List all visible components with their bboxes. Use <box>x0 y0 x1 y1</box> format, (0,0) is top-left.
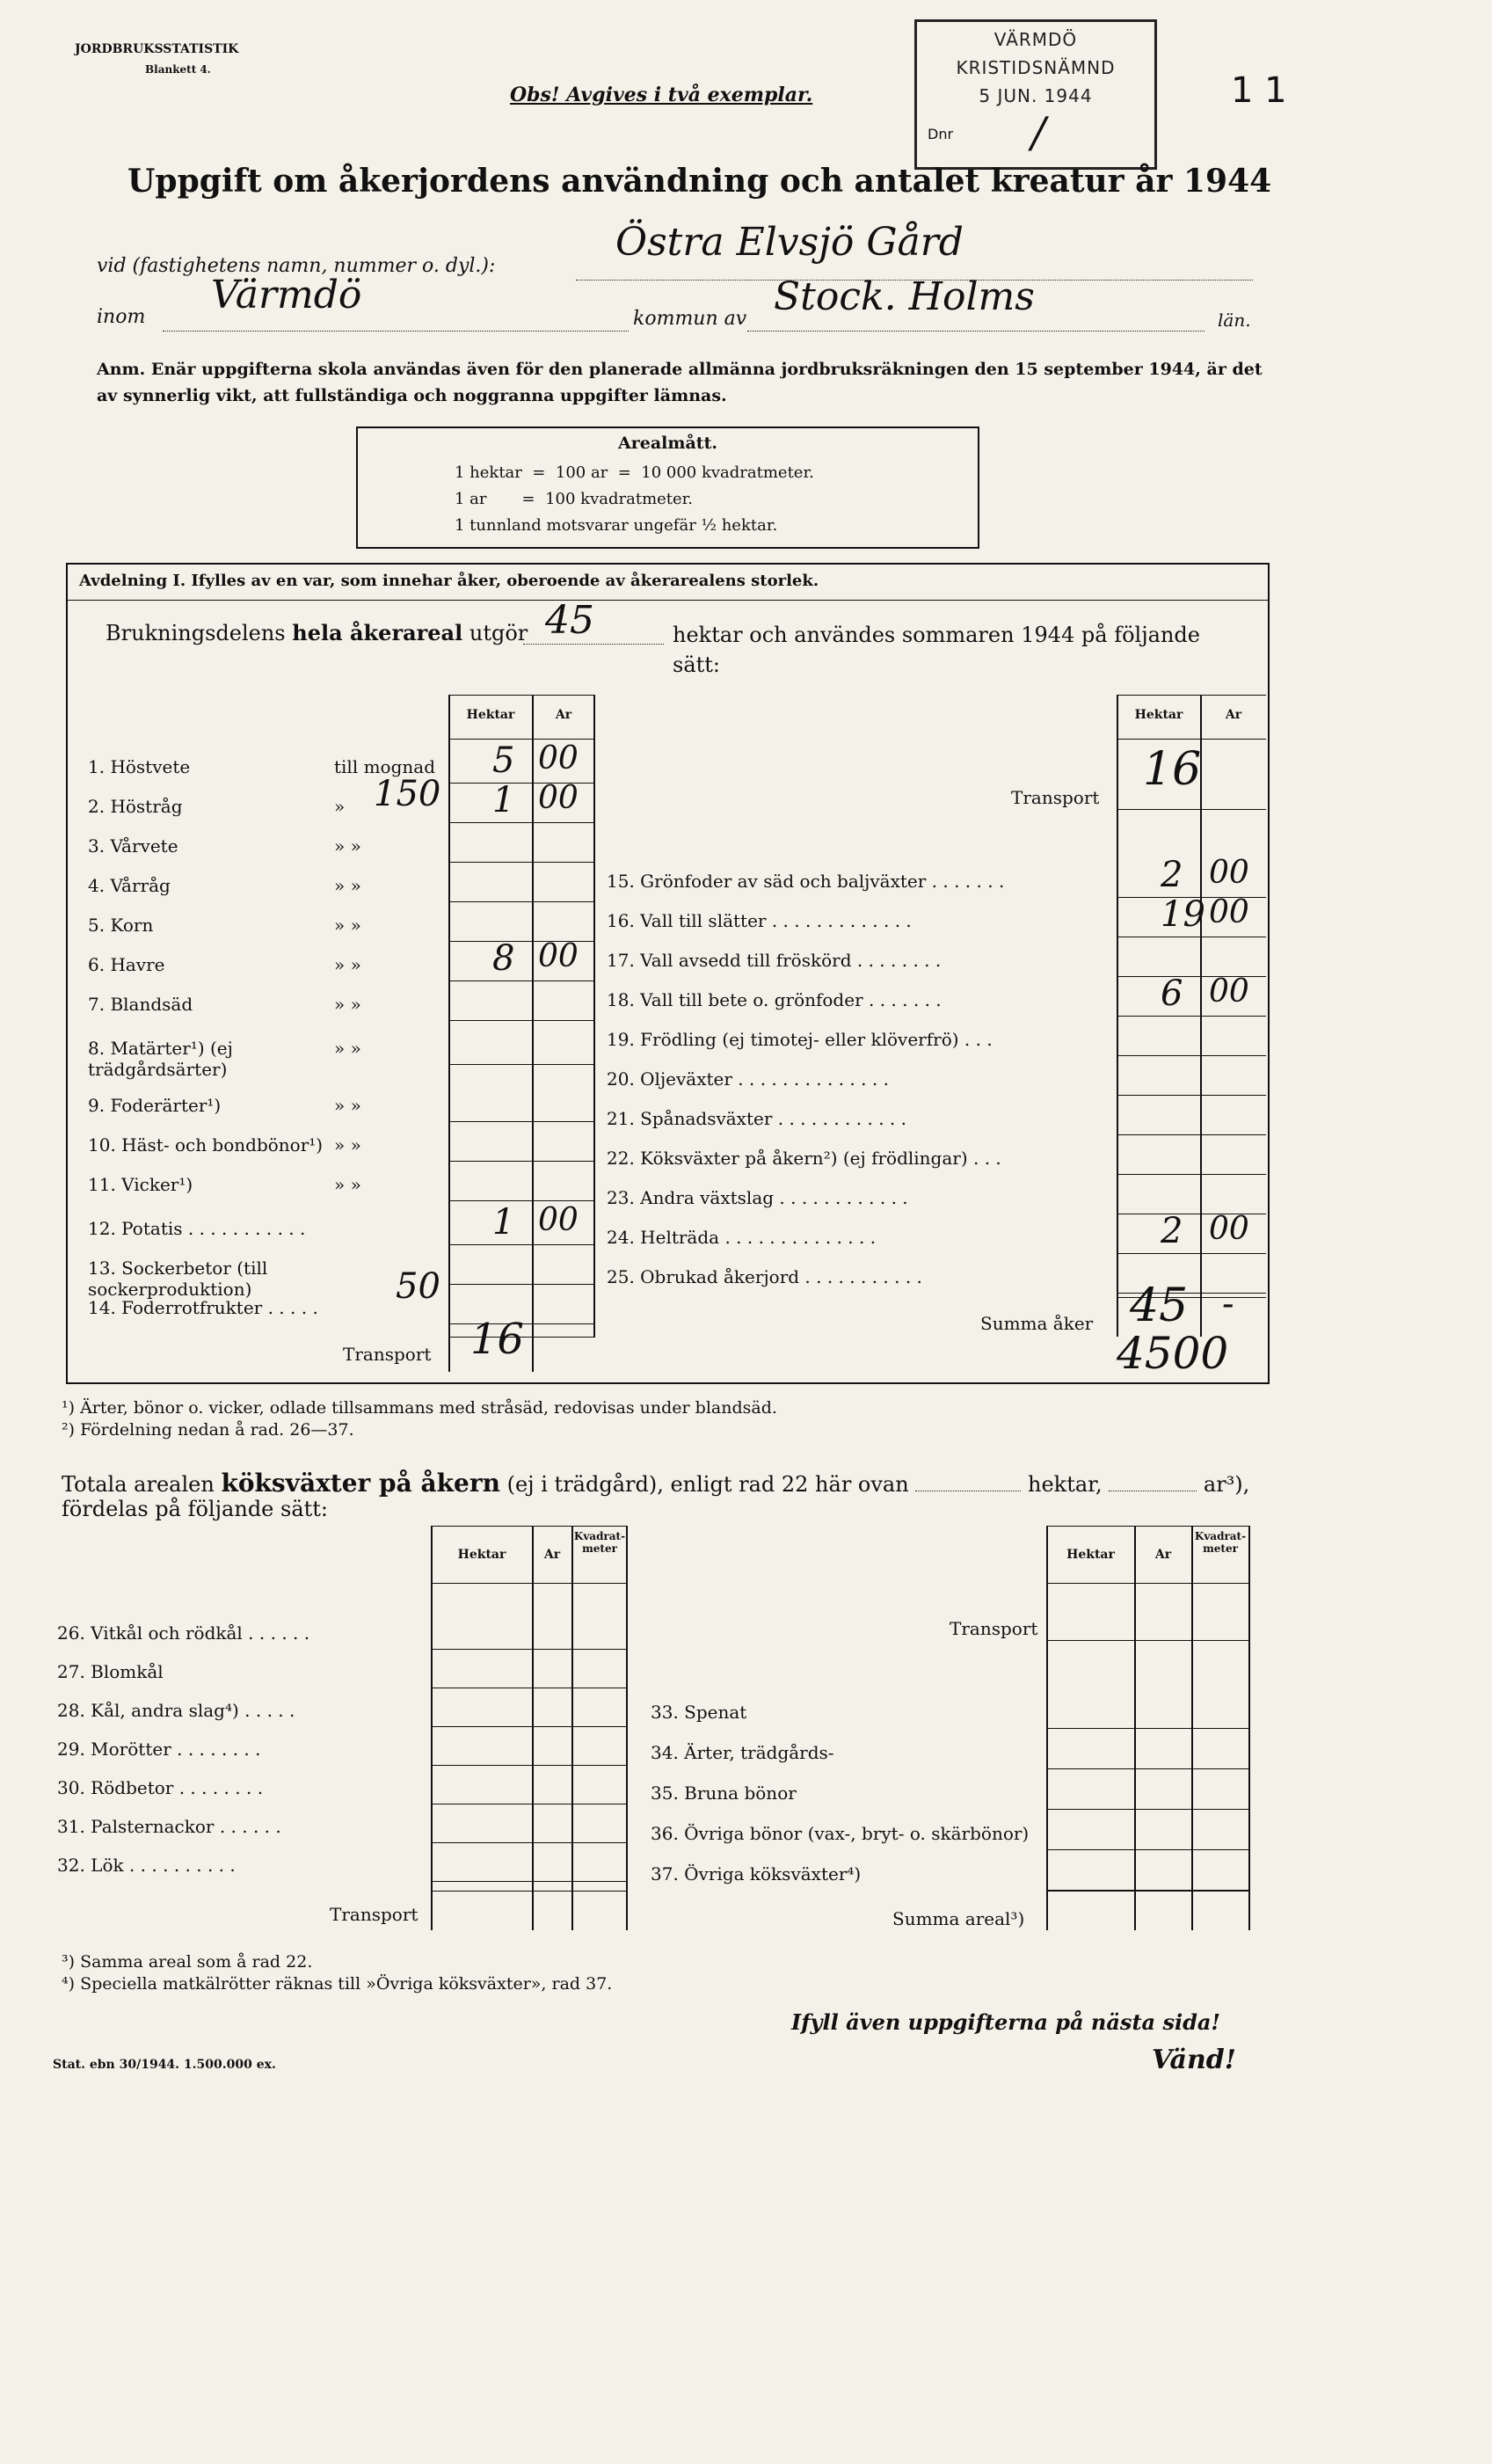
crop-row-hektar[interactable]: 19 <box>1161 894 1205 935</box>
crop-row-hektar[interactable]: 1 <box>492 1202 515 1243</box>
crop-row-line <box>448 1284 595 1285</box>
kv-right-col-hektar: Hektar <box>1066 1548 1115 1562</box>
kv-right-col-ar: Ar <box>1154 1548 1172 1562</box>
series-label: JORDBRUKSSTATISTIK <box>75 42 239 56</box>
crop-row-suffix: » » <box>334 915 361 936</box>
right-transport-value: 16 <box>1143 743 1202 796</box>
left-col-hektar: Hektar <box>466 708 515 722</box>
property-label: vid (fastighetens namn, nummer o. dyl.): <box>97 255 496 277</box>
kv-intro-c: (ej i trädgård), enligt rad 22 här ovan <box>506 1472 909 1497</box>
kv-row-line <box>431 1842 628 1843</box>
margin-note-50: 50 <box>396 1266 440 1307</box>
crop-row-label: 8. Matärter¹) (ej trädgårdsärter) <box>88 1038 233 1080</box>
crop-row-line <box>448 1121 595 1122</box>
crop-row-label: 24. Helträda . . . . . . . . . . . . . . <box>607 1227 877 1248</box>
crop-row-label: 3. Vårvete <box>88 835 178 857</box>
kv-row-line <box>431 1765 628 1766</box>
stamp-dnr: Dnr <box>928 126 954 142</box>
kv-row-label: 34. Ärter, trädgårds- <box>651 1742 834 1763</box>
kv-intro-a: Totala arealen <box>62 1472 215 1497</box>
crop-row-label: 4. Vårråg <box>88 875 171 896</box>
acreage-intro-c: utgör <box>469 621 528 645</box>
area-line-hektar: 1 hektar = 100 ar = 10 000 kvadratmeter. <box>455 463 814 482</box>
margin-note-150: 150 <box>374 774 441 814</box>
sum-label: Summa åker <box>980 1313 1094 1334</box>
kv-left-transport: Transport <box>330 1904 418 1925</box>
crop-row-label: 7. Blandsäd <box>88 994 193 1015</box>
acreage-intro <box>106 620 528 645</box>
crop-row-suffix: » » <box>334 954 361 975</box>
crop-row-label: 19. Frödling (ej timotej- eller klöverfrö) . . . <box>607 1029 993 1050</box>
kv-right-transport: Transport <box>950 1618 1038 1639</box>
crop-row-ar[interactable]: 00 <box>1209 855 1249 891</box>
area-line-tunnland: 1 tunnland motsvarar ungefär ½ hektar. <box>455 516 778 535</box>
kv-row-label: 35. Bruna bönor <box>651 1782 797 1804</box>
crop-row-label: 9. Foderärter¹) <box>88 1095 222 1116</box>
footnote-3: ³) Samma areal som å rad 22. <box>62 1952 313 1972</box>
crop-row-label: 21. Spånadsväxter . . . . . . . . . . . . <box>607 1108 906 1129</box>
lan-label: län. <box>1218 310 1251 331</box>
crop-row-label: 1. Höstvete <box>88 756 191 777</box>
crop-row-hektar[interactable]: 2 <box>1161 855 1183 895</box>
crop-row-line <box>1117 1016 1266 1017</box>
right-transport-label: Transport <box>1011 787 1100 808</box>
crop-row-line <box>448 822 595 823</box>
kv-left-col-kvm: Kvadrat-meter <box>573 1530 626 1555</box>
crop-row-line <box>448 1200 595 1201</box>
kv-row-line <box>1046 1768 1250 1769</box>
crop-row-label: 17. Vall avsedd till fröskörd . . . . . . . . <box>607 950 942 971</box>
kv-row-label: 32. Lök . . . . . . . . . . <box>57 1855 236 1876</box>
stamp-date: 5 JUN. 1944 <box>979 85 1093 106</box>
crop-row-label: 13. Sockerbetor (till sockerproduktion) <box>88 1258 268 1300</box>
crop-row-ar[interactable]: 00 <box>1209 1211 1249 1247</box>
crop-row-suffix: » » <box>334 994 361 1015</box>
kv-row-line <box>431 1726 628 1727</box>
left-transport-label: Transport <box>343 1344 432 1365</box>
crop-row-hektar[interactable]: 1 <box>492 780 515 820</box>
crop-row-line <box>448 1244 595 1245</box>
footnote-2: ²) Fördelning nedan å rad. 26—37. <box>62 1420 354 1440</box>
kv-intro-f: fördelas på följande sätt: <box>62 1497 329 1521</box>
acreage-intro-d: hektar och användes sommaren 1944 på följande sätt: <box>673 623 1200 677</box>
kv-row-label: 30. Rödbetor . . . . . . . . <box>57 1777 264 1798</box>
kv-row-label: 31. Palsternackor . . . . . . <box>57 1816 281 1837</box>
crop-row-line <box>1117 1134 1266 1135</box>
property-value: Östra Elvsjö Gård <box>615 220 964 265</box>
area-line-ar: 1 ar = 100 kvadratmeter. <box>455 490 694 508</box>
crop-row-label: 14. Foderrotfrukter . . . . . <box>88 1297 318 1318</box>
crop-row-line <box>448 862 595 863</box>
crop-row-label: 18. Vall till bete o. grönfoder . . . . . . . <box>607 989 942 1010</box>
municipality-value: Värmdö <box>211 273 362 317</box>
crop-row-label: 12. Potatis . . . . . . . . . . . <box>88 1218 306 1239</box>
crop-row-label: 5. Korn <box>88 915 154 936</box>
kv-row-label: 27. Blomkål <box>57 1661 164 1682</box>
crop-row-line <box>448 1064 595 1065</box>
acreage-intro-b: hela åkerareal <box>292 620 463 645</box>
crop-row-suffix: » <box>334 796 346 817</box>
crop-row-label: 23. Andra växtslag . . . . . . . . . . . . <box>607 1187 908 1208</box>
kv-row-label: 37. Övriga köksväxter⁴) <box>651 1863 862 1884</box>
left-transport-value: 16 <box>470 1315 525 1364</box>
kv-row-line <box>1046 1809 1250 1810</box>
kv-intro-d: hektar, <box>1027 1472 1103 1497</box>
crop-row-hektar[interactable]: 5 <box>492 740 515 781</box>
form-number: Blankett 4. <box>145 63 211 76</box>
crop-row-line <box>1117 1174 1266 1175</box>
crop-row-label: 16. Vall till slätter . . . . . . . . . . . . . <box>607 910 912 931</box>
stamp-line1: VÄRMDÖ <box>993 29 1078 50</box>
acreage-intro-a: Brukningsdelens <box>106 621 286 645</box>
print-info: Stat. ebn 30/1944. 1.500.000 ex. <box>53 2058 276 2072</box>
kv-row-line <box>431 1649 628 1650</box>
registration-stamp <box>914 19 1157 170</box>
page-title: Uppgift om åkerjordens användning och antalet kreatur år 1944 <box>127 163 1272 200</box>
sum-value: 45 <box>1130 1279 1189 1332</box>
crop-row-label: 2. Höstråg <box>88 796 183 817</box>
page-mark: 1 1 <box>1231 70 1287 111</box>
crop-row-label: 25. Obrukad åkerjord . . . . . . . . . . . <box>607 1266 922 1287</box>
sum-ar: - <box>1222 1284 1234 1324</box>
sum-extra: 4500 <box>1117 1328 1229 1379</box>
crop-row-label: 11. Vicker¹) <box>88 1174 193 1195</box>
crop-row-suffix: » » <box>334 1095 361 1116</box>
kv-right-col-kvm: Kvadrat-meter <box>1194 1530 1247 1555</box>
crop-row-ar[interactable]: 00 <box>538 780 579 816</box>
crop-row-ar[interactable]: 00 <box>1209 973 1249 1010</box>
crop-row-line <box>448 1020 595 1021</box>
fill-next-page-note: Ifyll även uppgifterna på nästa sida! <box>791 2009 1220 2035</box>
crop-row-suffix: » » <box>334 835 361 857</box>
kv-row-label: 26. Vitkål och rödkål . . . . . . <box>57 1622 310 1644</box>
kommun-label: kommun av <box>633 308 747 330</box>
crop-row-label: 6. Havre <box>88 954 165 975</box>
crop-row-line <box>1117 1055 1266 1056</box>
crop-row-suffix: till mognad <box>334 756 435 777</box>
kv-intro-e: ar³), <box>1203 1472 1250 1497</box>
right-col-hektar: Hektar <box>1134 708 1183 722</box>
area-measures-box <box>356 426 979 549</box>
section-1-heading: Avdelning I. Ifylles av en var, som innehar åker, oberoende av åkerarealens storlek. <box>79 572 819 590</box>
kv-row-line <box>1046 1728 1250 1729</box>
in-label: inom <box>97 306 146 328</box>
stamp-mark: / <box>1031 108 1046 157</box>
total-acreage-value: 45 <box>545 598 594 643</box>
crop-row-hektar[interactable]: 6 <box>1161 973 1183 1014</box>
crop-row-hektar[interactable]: 2 <box>1161 1211 1183 1251</box>
crop-row-ar[interactable]: 00 <box>538 740 579 776</box>
right-col-ar: Ar <box>1225 708 1242 722</box>
crop-row-label: 22. Köksväxter på åkern²) (ej frödlingar) . . . <box>607 1148 1001 1169</box>
footnote-1: ¹) Ärter, bönor o. vicker, odlade tillsammans med stråsäd, redovisas under blandsäd. <box>62 1398 777 1418</box>
instruction-note: Anm. Enär uppgifterna skola användas även för den planerade allmänna jordbruksräkningen den 15 september 1944, är det av synnerlig vikt, att fullständiga och noggranna uppgifter lämnas. <box>97 360 1263 405</box>
crop-row-line <box>448 1161 595 1162</box>
kv-left-col-ar: Ar <box>543 1548 561 1562</box>
kv-row-label: 36. Övriga bönor (vax-, bryt- o. skärbönor) <box>651 1823 1030 1844</box>
turn-page-note: Vänd! <box>1152 2045 1236 2075</box>
area-box-title: Arealmått. <box>618 434 717 453</box>
kv-intro-b: köksväxter på åkern <box>221 1469 500 1498</box>
kv-row-line <box>431 1881 628 1882</box>
stamp-line2: KRISTIDSNÄMND <box>956 57 1116 78</box>
kv-left-col-hektar: Hektar <box>457 1548 506 1562</box>
crop-row-ar[interactable]: 00 <box>1209 894 1249 930</box>
crop-row-line <box>1117 1253 1266 1254</box>
kv-row-label: 33. Spenat <box>651 1702 747 1723</box>
crop-row-line <box>1117 1095 1266 1096</box>
kitchen-veg-intro <box>62 1469 1249 1498</box>
crop-row-suffix: » » <box>334 1134 361 1155</box>
copies-note: Obs! Avgives i två exemplar. <box>510 84 813 106</box>
crop-row-line <box>448 901 595 902</box>
crop-row-ar[interactable]: 00 <box>538 1202 579 1238</box>
county-value: Stock. Holms <box>774 274 1035 319</box>
crop-row-hektar[interactable]: 8 <box>492 938 515 979</box>
crop-row-suffix: » » <box>334 1038 361 1059</box>
kv-row-label: 29. Morötter . . . . . . . . <box>57 1739 261 1760</box>
left-col-ar: Ar <box>555 708 572 722</box>
crop-row-label: 20. Oljeväxter . . . . . . . . . . . . . . <box>607 1068 889 1090</box>
crop-row-suffix: » » <box>334 875 361 896</box>
crop-row-label: 15. Grönfoder av säd och baljväxter . . . . . . . <box>607 871 1005 892</box>
crop-row-label: 10. Häst- och bondbönor¹) <box>88 1134 324 1155</box>
crop-row-suffix: » » <box>334 1174 361 1195</box>
kv-row-line <box>1046 1849 1250 1850</box>
crop-row-line <box>448 980 595 981</box>
crop-row-ar[interactable]: 00 <box>538 938 579 974</box>
kv-sum-label: Summa areal³) <box>892 1908 1025 1929</box>
footnote-4: ⁴) Speciella matkälrötter räknas till »Övriga köksväxter», rad 37. <box>62 1974 613 1994</box>
kv-row-label: 28. Kål, andra slag⁴) . . . . . <box>57 1700 295 1721</box>
